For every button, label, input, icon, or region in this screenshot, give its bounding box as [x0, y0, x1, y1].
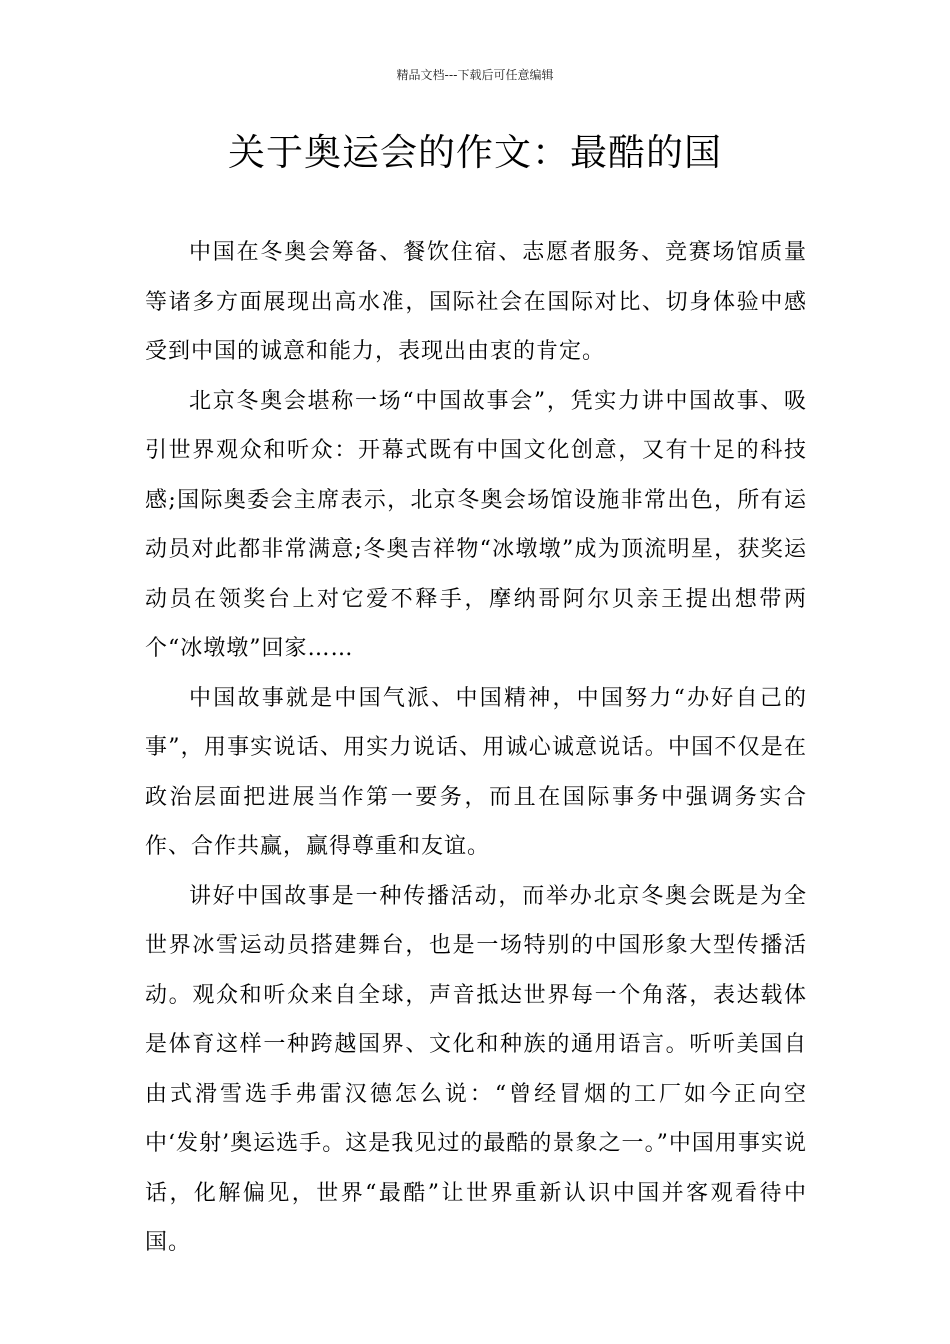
- paragraph: 讲好中国故事是一种传播活动，而举办北京冬奥会既是为全世界冰雪运动员搭建舞台，也是一场特别的中国形象大型传播活动。观众和听众来自全球，声音抵达世界每一个角落，表达载体是体育这样一种跨越国界、文化和种族的通用语言。听听美国自由式滑雪选手弗雷汉德怎么说：“曾经冒烟的工厂如今正向空中‘发射’奥运选手。这是我见过的最酷的景象之一。”中国用事实说话，化解偏见，世界“最酷”让世界重新认识中国并客观看待中国。: [145, 883, 807, 1255]
- paragraph: 中国故事就是中国气派、中国精神，中国努力“办好自己的事”，用事实说话、用实力说话、用诚心诚意说话。中国不仅是在政治层面把进展当作第一要务，而且在国际事务中强调务实合作、合作共赢，赢得尊重和友谊。: [145, 685, 807, 859]
- paragraph: 北京冬奥会堪称一场“中国故事会”，凭实力讲中国故事、吸引世界观众和听众：开幕式既有中国文化创意，又有十足的科技感;国际奥委会主席表示，北京冬奥会场馆设施非常出色，所有运动员对此都非常满意;冬奥吉祥物“冰墩墩”成为顶流明星，获奖运动员在领奖台上对它爱不释手，摩纳哥阿尔贝亲王提出想带两个“冰墩墩”回家……: [145, 388, 807, 661]
- paragraph: 中国在冬奥会筹备、餐饮住宿、志愿者服务、竞赛场馆质量等诸多方面展现出高水准，国际社会在国际对比、切身体验中感受到中国的诚意和能力，表现出由衷的肯定。: [145, 240, 807, 364]
- page-header: 精品文档---下载后可任意编辑: [396, 68, 554, 82]
- document-title: 关于奥运会的作文：最酷的国: [228, 131, 722, 174]
- document-body: [145, 228, 807, 1268]
